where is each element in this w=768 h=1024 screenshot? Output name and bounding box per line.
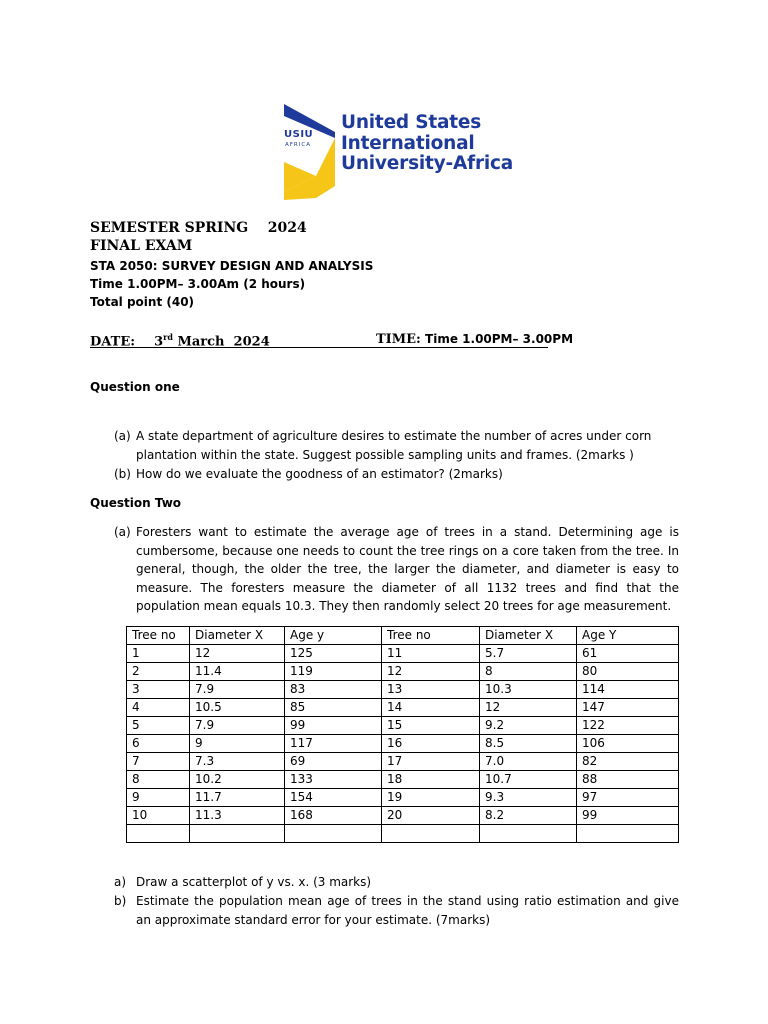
table-cell: 9.2: [480, 717, 577, 735]
table-cell: 99: [577, 807, 679, 825]
question-two-subitem-a: [114, 873, 679, 892]
date-label: DATE:: [90, 334, 136, 350]
table-cell: 8: [480, 663, 577, 681]
table-cell: 11.7: [190, 789, 285, 807]
table-row: [127, 789, 679, 807]
table-cell: 5.7: [480, 645, 577, 663]
table-cell: 9.3: [480, 789, 577, 807]
table-cell: 10.7: [480, 771, 577, 789]
item-text: Foresters want to estimate the average age of trees in a stand. Determining age is cumbersome, because one needs to count the tree rings on a core taken from the tree. In general, though, the older the tree, the larger the diameter, and diameter is easy to measure. The foresters measure the diameter of all 1132 trees and find that the population mean equals 10.3. They then randomly select 20 trees for age measurement.: [136, 525, 679, 613]
table-cell: 8: [127, 771, 190, 789]
table-cell: 7.0: [480, 753, 577, 771]
table-header-cell: Age y: [285, 627, 382, 645]
table-cell: 10.2: [190, 771, 285, 789]
table-cell: 97: [577, 789, 679, 807]
table-cell: 7.3: [190, 753, 285, 771]
table-cell: 8.2: [480, 807, 577, 825]
total-points: Total point (40): [90, 295, 195, 309]
table-row: [127, 681, 679, 699]
table-cell: 7: [127, 753, 190, 771]
table-cell: 5: [127, 717, 190, 735]
table-cell: 106: [577, 735, 679, 753]
table-cell: 16: [382, 735, 480, 753]
table-cell: 4: [127, 699, 190, 717]
tree-data-table: [126, 626, 679, 843]
table-cell: 7.9: [190, 717, 285, 735]
table-cell: 19: [382, 789, 480, 807]
table-row-empty: [127, 825, 679, 843]
table-cell: 8.5: [480, 735, 577, 753]
university-name-line3: University-Africa: [341, 153, 514, 174]
table-cell: 122: [577, 717, 679, 735]
table-header-cell: Diameter X: [480, 627, 577, 645]
logo-badge-text: USIU: [284, 129, 314, 140]
question-one-item-a: [114, 427, 679, 464]
table-cell: [480, 825, 577, 843]
table-header-cell: Tree no: [127, 627, 190, 645]
table-cell: 10.3: [480, 681, 577, 699]
table-row: [127, 717, 679, 735]
question-two-subitem-b: [114, 892, 679, 929]
table-cell: 6: [127, 735, 190, 753]
time-value: Time 1.00PM– 3.00PM: [420, 332, 574, 346]
table-cell: [382, 825, 480, 843]
item-text: Estimate the population mean age of trees in the stand using ratio estimation and give an approximate standard error for your estimate. (7marks): [136, 894, 679, 927]
table-row: [127, 771, 679, 789]
table-cell: 13: [382, 681, 480, 699]
table-cell: 12: [382, 663, 480, 681]
table-cell: 133: [285, 771, 382, 789]
table-cell: 69: [285, 753, 382, 771]
university-name-line2: International: [341, 132, 475, 154]
date-day: 3: [154, 334, 164, 350]
exam-time: Time 1.00PM– 3.00Am (2 hours): [90, 277, 306, 291]
item-text: A state department of agriculture desires to estimate the number of acres under corn plantation within the state. Suggest possible sampling units and frames. (2marks ): [136, 429, 652, 462]
item-text: How do we evaluate the goodness of an estimator? (2marks): [136, 467, 503, 481]
table-cell: [285, 825, 382, 843]
table-row: [127, 645, 679, 663]
table-cell: 147: [577, 699, 679, 717]
table-cell: 11.3: [190, 807, 285, 825]
item-label: b): [114, 894, 127, 908]
table-cell: 2: [127, 663, 190, 681]
item-label: (a): [114, 525, 131, 539]
university-name-line1: United States: [341, 112, 482, 133]
table-cell: [127, 825, 190, 843]
table-cell: 18: [382, 771, 480, 789]
table-cell: 1: [127, 645, 190, 663]
table-cell: 119: [285, 663, 382, 681]
question-one-title: Question one: [90, 380, 180, 394]
table-cell: 61: [577, 645, 679, 663]
table-cell: 82: [577, 753, 679, 771]
date-suffix: rd: [163, 332, 173, 342]
table-cell: 85: [285, 699, 382, 717]
item-label: a): [114, 875, 127, 889]
time-underline: [376, 347, 548, 348]
table-cell: 99: [285, 717, 382, 735]
item-label: (b): [114, 467, 131, 481]
table-cell: 12: [190, 645, 285, 663]
table-header-cell: Diameter X: [190, 627, 285, 645]
table-header-cell: Tree no: [382, 627, 480, 645]
date-underline: [90, 347, 378, 348]
semester-heading: SEMESTER SPRING 2024: [90, 220, 307, 236]
table-cell: 17: [382, 753, 480, 771]
table-row: [127, 663, 679, 681]
table-cell: 12: [480, 699, 577, 717]
table-cell: 15: [382, 717, 480, 735]
table-cell: 11.4: [190, 663, 285, 681]
table-cell: 168: [285, 807, 382, 825]
date-rest: March 2024: [172, 334, 270, 350]
table-cell: 14: [382, 699, 480, 717]
table-cell: 154: [285, 789, 382, 807]
table-header-cell: Age Y: [577, 627, 679, 645]
table-cell: 114: [577, 681, 679, 699]
question-two-intro: [114, 523, 679, 616]
table-cell: 9: [190, 735, 285, 753]
table-row: [127, 753, 679, 771]
table-row: [127, 735, 679, 753]
table-row: [127, 807, 679, 825]
table-cell: 10: [127, 807, 190, 825]
table-cell: 83: [285, 681, 382, 699]
table-cell: 9: [127, 789, 190, 807]
item-text: Draw a scatterplot of y vs. x. (3 marks): [136, 875, 372, 889]
table-cell: 11: [382, 645, 480, 663]
table-cell: [577, 825, 679, 843]
question-one-item-b: [114, 465, 679, 484]
question-two-title: Question Two: [90, 496, 182, 510]
exam-heading: FINAL EXAM: [90, 238, 193, 254]
time-label: TIME:: [376, 332, 421, 347]
table-cell: 125: [285, 645, 382, 663]
course-title: STA 2050: SURVEY DESIGN AND ANALYSIS: [90, 259, 374, 273]
item-label: (a): [114, 429, 131, 443]
table-cell: 3: [127, 681, 190, 699]
table-cell: 80: [577, 663, 679, 681]
table-cell: 7.9: [190, 681, 285, 699]
table-cell: 117: [285, 735, 382, 753]
table-cell: 88: [577, 771, 679, 789]
table-cell: [190, 825, 285, 843]
time-field: [376, 332, 573, 347]
table-row: [127, 699, 679, 717]
table-cell: 10.5: [190, 699, 285, 717]
logo-emblem-icon: [282, 104, 342, 202]
table-cell: 20: [382, 807, 480, 825]
logo-badge-subtext: AFRICA: [285, 142, 311, 148]
university-name: [341, 113, 513, 175]
table-header-row: [127, 627, 679, 645]
